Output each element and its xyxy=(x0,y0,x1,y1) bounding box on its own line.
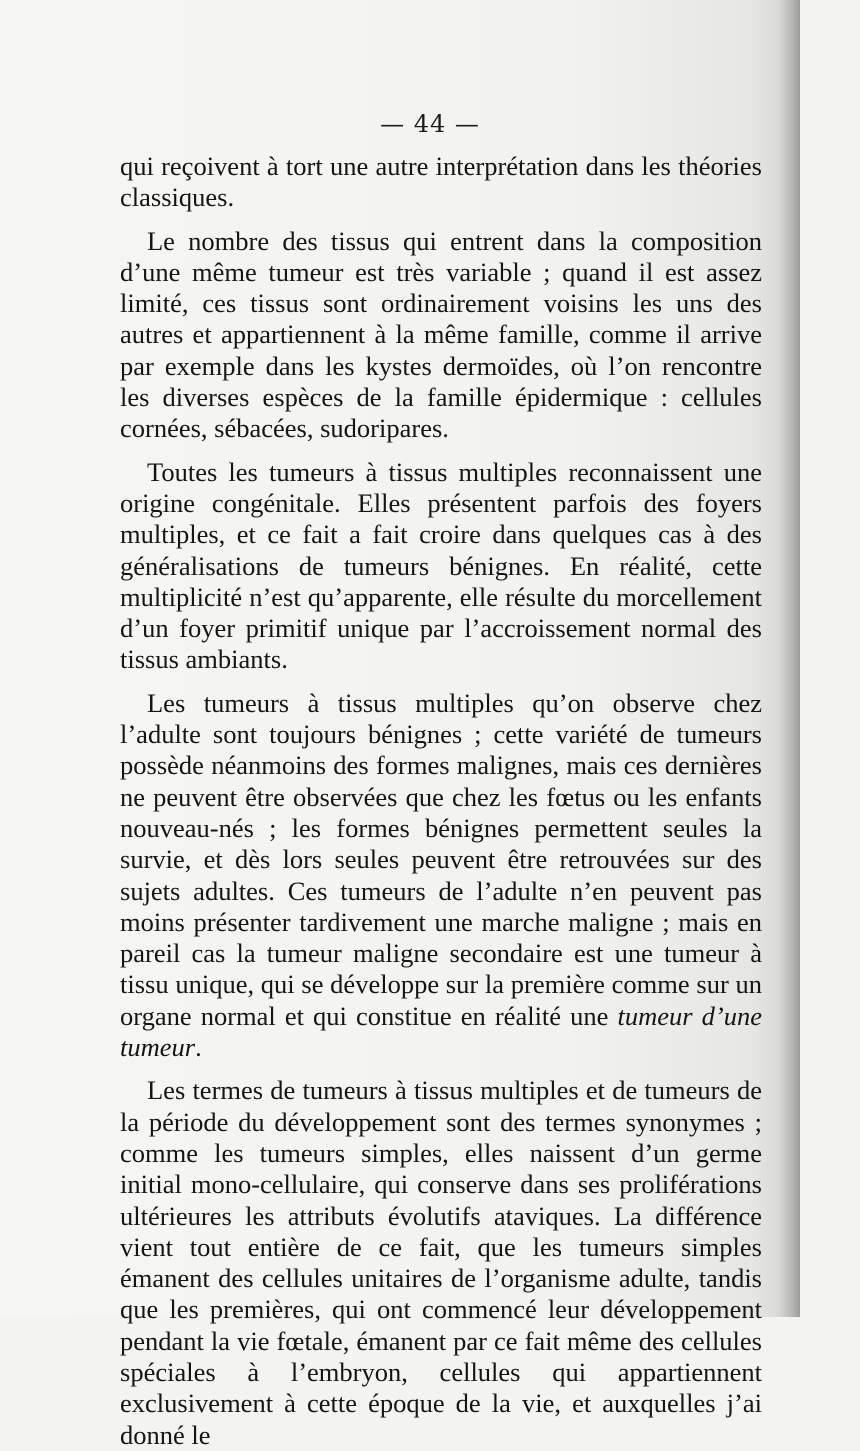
page-edge-shadow xyxy=(778,0,800,1317)
body-text xyxy=(120,151,762,1451)
paragraph-2: Le nombre des tissus qui entrent dans la composition d’une même tumeur est très variable ; quand il est assez limité, ces tissus sont ordinairement voisins les uns des autres et appartiennent à la même famille, comme il arrive par exemple dans les kystes dermoïdes, où l’on rencontre les diverses espèces de la famille épidermique : cellules cornées, sébacées, sudoripares. xyxy=(120,225,762,444)
paragraph-3: Toutes les tumeurs à tissus multiples reconnaissent une origine congénitale. Elles présentent parfois des foyers multiples, et ce fait a fait croire dans quelques cas à des généralisations de tumeurs bénignes. En réalité, cette multiplicité n’est qu’apparente, elle résulte du morcellement d’un foyer primitif unique par l’accroissement normal des tissus ambiants. xyxy=(120,456,762,675)
paragraph-4-italic-phrase: tumeur d’une tumeur xyxy=(120,1000,762,1063)
paragraph-1: qui reçoivent à tort une autre interprétation dans les théories classiques. xyxy=(120,151,762,213)
paragraph-5: Les termes de tumeurs à tissus multiples et de tumeurs de la période du développement sont des termes synonymes ; comme les tumeurs simples, elles naissent d’un germe initial mono-cellulaire, qui conserve dans ses proliférations ultérieures les attributs évolutifs ataviques. La différence vient tout entière de ce fait, que les tumeurs simples émanent des cellules unitaires de l’organisme adulte, tandis que les premières, qui ont commencé leur développement pendant la vie fœtale, émanent par ce fait même des cellules spéciales à l’embryon, cellules qui appartiennent exclusivement à cette époque de la vie, et auxquelles j’ai donné le xyxy=(120,1075,762,1450)
paragraph-4-text: Les tumeurs à tissus multiples qu’on observe chez l’adulte sont toujours bénignes ; cette variété de tumeurs possède néanmoins des formes malignes, mais ces dernières ne peuvent être observées que chez les fœtus ou les enfants nouveau-nés ; les formes bénignes permettent seules la survie, et dès lors seules peuvent être retrouvées sur des sujets adultes. Ces tumeurs de l’adulte n’en peuvent pas moins présenter tardivement une marche maligne ; mais en pareil cas la tumeur maligne secondaire est une tumeur à tissu unique, qui se développe sur la première comme sur un organe normal et qui constitue en réalité une xyxy=(120,687,762,1031)
paragraph-4 xyxy=(120,688,762,1064)
paragraph-4-end: . xyxy=(195,1032,202,1063)
page-number: — 44 — xyxy=(380,110,480,138)
